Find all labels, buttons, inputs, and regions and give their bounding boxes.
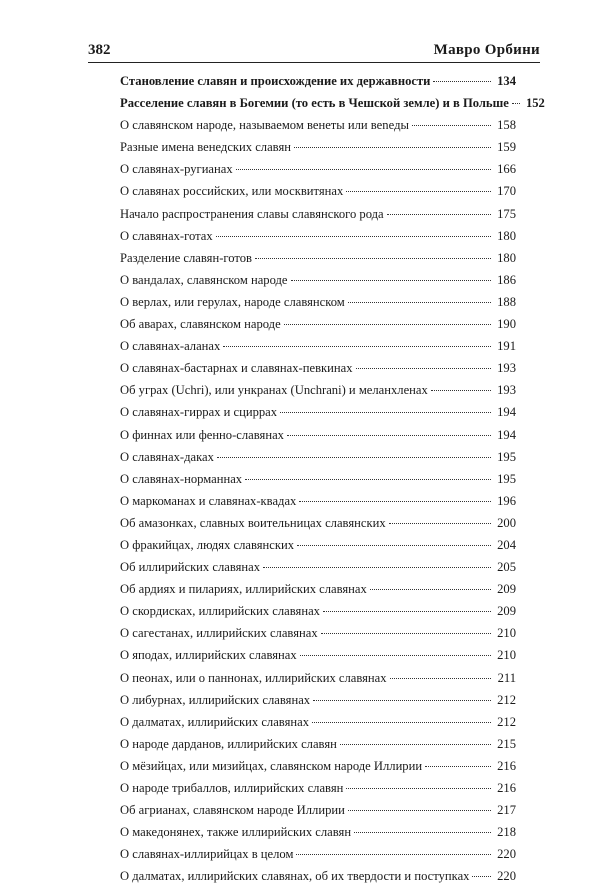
dot-leader — [280, 412, 491, 413]
dot-leader — [255, 258, 491, 259]
toc-entry-title: О верлах, или герулах, народе славянском — [120, 294, 345, 309]
dot-leader — [389, 523, 491, 524]
toc-entry-title: О вандалах, славянском народе — [120, 272, 288, 287]
toc-entry-title: О мёзийцах, или мизийцах, славянском народе Иллирии — [120, 758, 423, 773]
toc-entry-title: О народе трибаллов, иллирийских славян — [120, 781, 344, 795]
dot-leader — [356, 368, 491, 369]
dot-leader — [348, 302, 491, 303]
toc-entry-page: 190 — [497, 317, 516, 332]
toc-entry-page: 193 — [497, 383, 516, 398]
dot-leader — [340, 744, 491, 745]
toc-entry-page: 209 — [497, 604, 516, 619]
toc-entry-title: О финнах или фенно-славянах — [120, 427, 284, 442]
dot-leader — [354, 832, 491, 833]
toc-entry-title: О славянах-ругианах — [120, 162, 233, 177]
toc-entry-title: О славянах-даках — [120, 449, 214, 464]
toc-entry-title: Разные имена венедских славян — [120, 140, 291, 155]
dot-leader — [323, 611, 491, 612]
dot-leader — [291, 280, 491, 281]
toc-entry — [120, 865, 516, 887]
toc-entry-title: О либурнах, иллирийских славянах — [120, 692, 311, 707]
dot-leader — [346, 788, 491, 789]
dot-leader — [387, 214, 491, 215]
toc-entry-page: 196 — [497, 493, 516, 508]
dot-leader — [431, 390, 491, 391]
dot-leader — [300, 655, 491, 656]
dot-leader — [346, 191, 491, 192]
dot-leader — [297, 545, 491, 546]
toc-entry — [120, 379, 516, 401]
toc-entry-page: 180 — [497, 250, 516, 265]
dot-leader — [296, 854, 491, 855]
toc-entry-page: 216 — [497, 758, 516, 773]
toc-entry-title: Об агрианах, славянском народе Иллирии — [120, 803, 345, 818]
toc-entry-title: Об аварах, славянском народе — [120, 317, 281, 332]
toc-entry — [120, 203, 516, 225]
toc-entry — [120, 446, 516, 468]
toc-entry — [120, 313, 516, 335]
toc-entry-page: 195 — [497, 471, 516, 486]
toc-entry — [120, 70, 516, 92]
dot-leader — [412, 125, 491, 126]
toc-entry-page: 166 — [497, 162, 516, 177]
toc-entry-page: 191 — [497, 339, 516, 354]
toc-entry-title: О славянах-гиррах и сциррах — [120, 405, 278, 420]
toc-entry-page: 188 — [497, 294, 516, 309]
toc-entry — [120, 468, 516, 490]
toc-entry-page: 205 — [497, 560, 516, 575]
dot-leader — [299, 501, 491, 502]
toc-entry-page: 180 — [497, 228, 516, 243]
toc-entry-title: О пеонах, или о паннонах, иллирийских славянах — [120, 670, 387, 685]
toc-entry-title: О далматах, иллирийских славянах — [120, 714, 310, 729]
toc-entry-page: 158 — [497, 118, 516, 133]
dot-leader — [217, 457, 491, 458]
toc-entry-page: 210 — [497, 626, 516, 641]
page-number: 382 — [88, 42, 111, 58]
toc-entry-title: О славянах-иллирийцах в целом — [120, 847, 294, 862]
toc-entry-page: 210 — [497, 648, 516, 663]
toc-entry-page: 220 — [497, 869, 516, 884]
toc-entry-title: О скордисках, иллирийских славянах — [120, 604, 320, 619]
dot-leader — [263, 567, 491, 568]
toc-entry-title: Становление славян и происхождение их державности — [120, 74, 431, 88]
toc-entry-title: Разделение славян-готов — [120, 250, 252, 265]
toc-entry — [120, 136, 516, 158]
toc-entry-title: О сагестанах, иллирийских славянах — [120, 626, 318, 641]
toc-entry-title: Расселение славян в Богемии (то есть в Чешской земле) и в Польше — [120, 96, 509, 111]
dot-leader — [390, 678, 491, 679]
toc-entry — [120, 269, 516, 291]
toc-entry-title: Об уграх (Uchri), или ункранах (Unchrani) и меланхленах — [120, 383, 428, 398]
toc-entry — [120, 689, 516, 711]
toc-entry-title: О маркоманах и славянах-квадах — [120, 493, 297, 508]
dot-leader — [245, 479, 491, 480]
toc-entry — [120, 600, 516, 622]
toc-entry-page: 211 — [497, 670, 516, 685]
toc-entry-page: 186 — [497, 272, 516, 287]
running-title: Мавро Орбини — [433, 42, 540, 58]
toc-entry — [120, 799, 516, 821]
dot-leader — [472, 876, 491, 877]
toc-entry — [120, 512, 516, 534]
toc-entry-page: 217 — [497, 803, 516, 818]
dot-leader — [433, 81, 491, 82]
dot-leader — [348, 810, 491, 811]
toc-entry — [120, 733, 516, 755]
toc-entry-page: 215 — [497, 736, 516, 751]
toc-entry-title: О славянах российских, или москвитянах — [120, 184, 344, 199]
toc-entry-title: Начало распространения славы славянского рода — [120, 206, 384, 221]
toc-entry — [120, 335, 516, 357]
dot-leader — [223, 346, 491, 347]
toc-entry-page: 209 — [497, 582, 516, 597]
dot-leader — [312, 722, 491, 723]
toc-entry-page: 218 — [497, 825, 516, 840]
toc-entry-title: О славянах-готах — [120, 228, 213, 243]
toc-entry — [120, 225, 516, 247]
toc-entry-title: О славянах-бастарнах и славянах-певкинах — [120, 361, 353, 376]
toc-entry — [120, 821, 516, 843]
toc-entry-title: О народе дарданов, иллирийских славян — [120, 736, 337, 751]
toc-entry-title: О фракийцах, людях славянских — [120, 537, 295, 552]
dot-leader — [216, 236, 491, 237]
toc-entry — [120, 490, 516, 512]
toc-entry — [120, 843, 516, 865]
toc-entry-title: О славянах-норманнах — [120, 471, 243, 486]
page-header — [88, 42, 540, 62]
toc-entry-page: 175 — [497, 206, 516, 221]
toc-entry-page: 194 — [497, 405, 516, 420]
toc-entry-title: О славянах-аланах — [120, 339, 221, 354]
dot-leader — [313, 700, 491, 701]
toc-entry-page: 159 — [497, 140, 516, 155]
toc-entry-page: 220 — [497, 847, 516, 862]
toc-entry-title: О далматах, иллирийских славянах, об их твердости и поступках — [120, 869, 470, 884]
toc-entry-page: 170 — [497, 184, 516, 199]
toc-entry — [120, 424, 516, 446]
toc-entry — [120, 180, 516, 202]
dot-leader — [236, 169, 491, 170]
toc-entry-title: О яподах, иллирийских славянах — [120, 648, 297, 663]
toc-entry — [120, 291, 516, 313]
toc-entry-page: 134 — [497, 74, 516, 88]
toc-entry-page: 204 — [497, 537, 516, 552]
toc-entry — [120, 357, 516, 379]
toc-entry-page: 216 — [497, 781, 516, 795]
toc-entry — [120, 711, 516, 733]
table-of-contents — [120, 70, 545, 887]
dot-leader — [512, 103, 520, 104]
toc-entry — [120, 534, 516, 556]
toc-entry — [120, 92, 545, 114]
dot-leader — [287, 435, 491, 436]
toc-entry-page: 212 — [497, 692, 516, 707]
toc-entry-page: 194 — [497, 427, 516, 442]
toc-entry-title: О македонянех, также иллирийских славян — [120, 825, 352, 840]
toc-entry — [120, 622, 516, 644]
dot-leader — [321, 633, 491, 634]
header-rule — [88, 62, 540, 63]
toc-entry-title: Об амазонках, славных воительницах славянских — [120, 515, 386, 530]
toc-entry-page: 200 — [497, 515, 516, 530]
dot-leader — [425, 766, 491, 767]
toc-entry — [120, 247, 516, 269]
toc-entry-page: 152 — [525, 96, 545, 111]
toc-entry — [120, 644, 516, 666]
toc-entry — [120, 158, 516, 180]
toc-entry — [120, 777, 516, 799]
toc-entry-title: Об ардиях и пилариях, иллирийских славянах — [120, 582, 367, 597]
dot-leader — [284, 324, 491, 325]
toc-entry-page: 193 — [497, 361, 516, 376]
toc-entry — [120, 556, 516, 578]
toc-entry-title: О славянском народе, называемом венеты или веneды — [120, 118, 410, 133]
toc-entry — [120, 578, 516, 600]
toc-entry — [120, 114, 516, 136]
toc-entry — [120, 755, 516, 777]
dot-leader — [294, 147, 491, 148]
toc-entry-page: 195 — [497, 449, 516, 464]
toc-entry — [120, 667, 516, 689]
toc-entry — [120, 401, 516, 423]
toc-entry-page: 212 — [497, 714, 516, 729]
dot-leader — [370, 589, 491, 590]
toc-entry-title: Об иллирийских славянах — [120, 560, 261, 575]
